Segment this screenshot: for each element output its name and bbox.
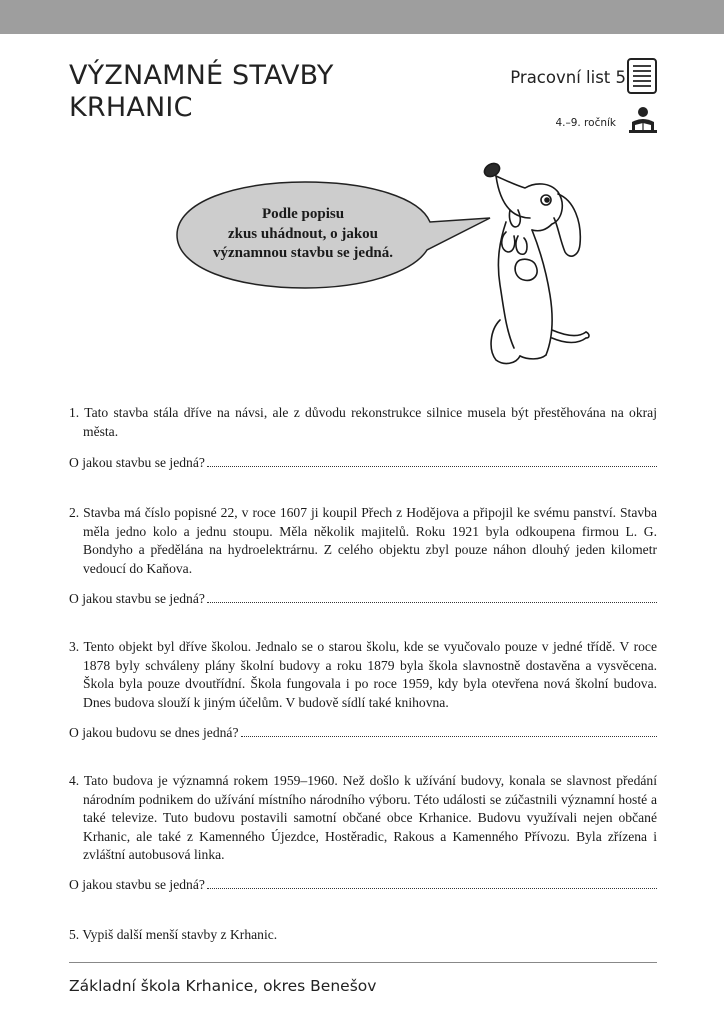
answer-prompt-3: O jakou budovu se dnes jedná? [69, 725, 239, 740]
footer-divider [69, 962, 657, 963]
question-2-text: 2. Stavba má číslo popisné 22, v roce 1607 ji koupil Přech z Hodějova a připojil ke svému panství. Stavba měla jedno kolo a jednu stoupu. Měla několik majitelů. Roku 1921 byla odkoupena firmou L. G. Bondyho a předělána na hydroelektrárnu. Z celého objektu zbyl pouze náhon dlouhý jeden kilometr vedoucí do Kaňova. [69, 505, 657, 576]
question-5-text: 5. Vypiš další menší stavby z Krhanic. [69, 927, 278, 942]
answer-line-4[interactable] [69, 876, 657, 895]
worksheet-label: Pracovní list 5 [510, 68, 626, 87]
question-4-text: 4. Tato budova je významná rokem 1959–1960. Než došlo k užívání budovy, konala se slavnost předání národním podnikem do užívání místního národního výboru. Této události se zúčastnili významní hosté a také televize. Tuto budovu postavili samotní občané obce Krhanice. Budovu využívali nejen občané Krhanic, ale také z Kamenného Újezdce, Hostěradic, Rakous a Kamenného Přívozu. Byla zřízena i zvláštní autobusová linka. [69, 773, 657, 862]
question-1-text: 1. Tato stavba stála dříve na návsi, ale z důvodu rekonstrukce silnice musela být přestěhována na okraj města. [69, 405, 657, 439]
footer-school: Základní škola Krhanice, okres Benešov [69, 977, 377, 995]
answer-line-1[interactable] [69, 454, 657, 473]
title-line-2: KRHANIC [69, 92, 193, 123]
question-2 [69, 504, 657, 578]
grade-label: 4.–9. ročník [555, 117, 616, 129]
question-3-text: 3. Tento objekt byl dříve školou. Jednalo se o starou školu, kde se vyučovalo pouze v jedné třídě. V roce 1878 byly schváleny plány školní budovy a roku 1879 byla škola slavnostně dostavěna a vysvěcena. Škola byla pouze dvoutřídní. Škola fungovala i po roce 1959, kdy byla otevřena nová školní budova. Dnes budova slouží k jiným účelům. V budově sídlí také knihovna. [69, 639, 657, 710]
title-line-1: VÝZNAMNÉ STAVBY [69, 60, 334, 91]
question-3 [69, 638, 657, 712]
dog-illustration [470, 160, 620, 375]
question-4 [69, 772, 657, 865]
question-1 [69, 404, 657, 441]
top-bar [0, 0, 724, 34]
bubble-line-1: Podle popisu [261, 206, 345, 222]
bubble-line-2: zkus uhádnout, o jakou [227, 225, 379, 242]
page-title [69, 60, 469, 124]
answer-line-2[interactable] [69, 590, 657, 609]
answer-field-4[interactable] [207, 876, 657, 889]
answer-field-1[interactable] [207, 454, 657, 467]
question-5 [69, 926, 657, 945]
speech-bubble [175, 180, 435, 290]
answer-field-3[interactable] [241, 724, 657, 737]
reading-student-icon [628, 106, 658, 139]
answer-prompt-1: O jakou stavbu se jedná? [69, 455, 205, 470]
bubble-line-3: významnou stavbu se jedná. [212, 245, 394, 261]
answer-prompt-4: O jakou stavbu se jedná? [69, 877, 205, 892]
answer-line-3[interactable] [69, 724, 657, 743]
bubble-text [193, 205, 413, 264]
answer-field-2[interactable] [207, 590, 657, 603]
answer-prompt-2: O jakou stavbu se jedná? [69, 591, 205, 606]
notepad-icon [626, 57, 658, 100]
